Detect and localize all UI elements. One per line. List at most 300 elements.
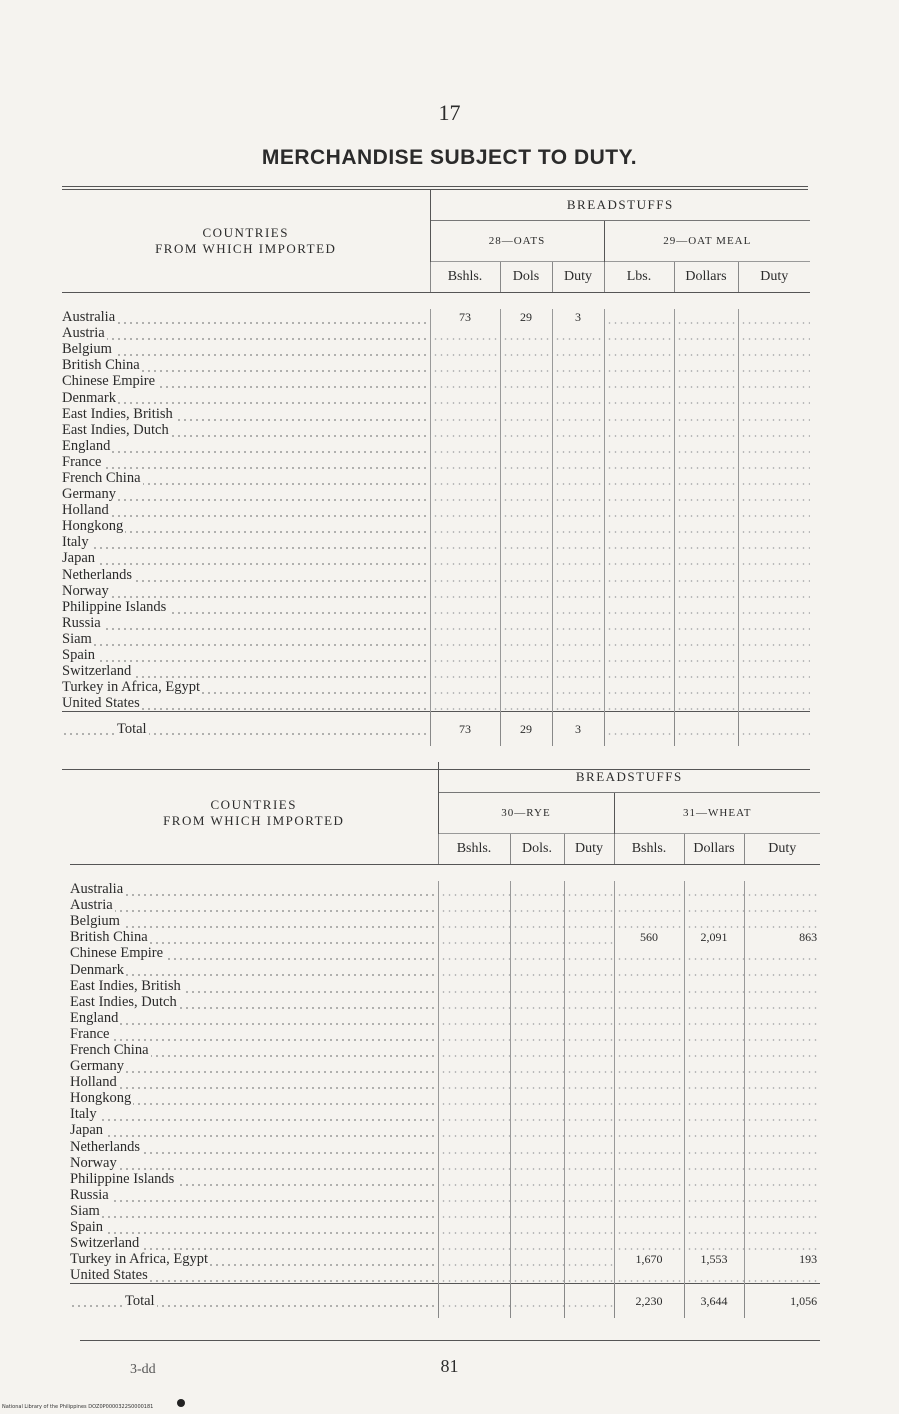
table-row xyxy=(70,881,820,897)
value-cell xyxy=(438,1155,510,1171)
value-cell xyxy=(510,897,564,913)
total-value-cell: 29 xyxy=(500,712,552,747)
value-cell xyxy=(684,961,744,977)
table-row xyxy=(70,1203,820,1219)
value-cell xyxy=(438,1219,510,1235)
value-cell xyxy=(744,1267,820,1284)
table-row xyxy=(70,994,820,1010)
bottom-rule xyxy=(80,1340,820,1341)
country-name: Austria xyxy=(62,325,430,341)
value-cell xyxy=(614,1171,684,1187)
value-cell xyxy=(614,1042,684,1058)
country-name: Germany xyxy=(70,1058,438,1074)
rye-wheat-table xyxy=(70,762,820,1318)
value-cell xyxy=(430,373,500,389)
country-name: Norway xyxy=(62,583,430,599)
top-rule xyxy=(62,186,808,187)
value-cell xyxy=(564,1139,614,1155)
value-cell: 1,670 xyxy=(614,1251,684,1267)
value-cell xyxy=(674,470,738,486)
value-cell xyxy=(744,881,820,897)
value-cell xyxy=(684,1187,744,1203)
value-cell xyxy=(604,599,674,615)
value-cell xyxy=(430,438,500,454)
value-cell xyxy=(744,1203,820,1219)
total-value-cell xyxy=(604,712,674,747)
country-name: Switzerland xyxy=(62,663,430,679)
value-cell xyxy=(604,357,674,373)
countries-heading xyxy=(62,190,430,293)
value-cell xyxy=(430,422,500,438)
value-cell xyxy=(744,897,820,913)
country-name: Hongkong xyxy=(70,1090,438,1106)
value-cell xyxy=(614,1122,684,1138)
value-cell xyxy=(604,438,674,454)
countries-heading-line2: FROM WHICH IMPORTED xyxy=(155,241,337,256)
value-cell xyxy=(614,1026,684,1042)
value-cell xyxy=(500,695,552,712)
value-cell xyxy=(744,1235,820,1251)
group-heading-oats: 28—OATS xyxy=(430,221,604,262)
value-cell xyxy=(614,1139,684,1155)
value-cell xyxy=(438,1106,510,1122)
value-cell xyxy=(552,567,604,583)
total-label: Total xyxy=(70,1284,438,1319)
country-name: Chinese Empire xyxy=(70,945,438,961)
value-cell xyxy=(430,647,500,663)
value-cell xyxy=(674,550,738,566)
value-cell xyxy=(744,1122,820,1138)
country-name: Italy xyxy=(70,1106,438,1122)
table-row xyxy=(70,1010,820,1026)
value-cell xyxy=(604,631,674,647)
value-cell xyxy=(564,1042,614,1058)
value-cell xyxy=(604,663,674,679)
country-name: Japan xyxy=(70,1122,438,1138)
value-cell xyxy=(738,502,810,518)
value-cell xyxy=(684,1267,744,1284)
value-cell xyxy=(438,1171,510,1187)
country-name: Belgium xyxy=(70,913,438,929)
value-cell xyxy=(614,1106,684,1122)
value-cell xyxy=(738,518,810,534)
value-cell xyxy=(738,679,810,695)
country-name: Belgium xyxy=(62,341,430,357)
country-name: East Indies, Dutch xyxy=(62,422,430,438)
value-cell xyxy=(604,615,674,631)
table-row xyxy=(62,373,810,389)
value-cell xyxy=(438,1251,510,1267)
country-name: Australia xyxy=(70,881,438,897)
value-cell xyxy=(552,695,604,712)
value-cell xyxy=(438,1042,510,1058)
total-value-cell: 73 xyxy=(430,712,500,747)
value-cell xyxy=(438,1074,510,1090)
value-cell xyxy=(674,357,738,373)
value-cell xyxy=(604,695,674,712)
country-name: Austria xyxy=(70,897,438,913)
value-cell xyxy=(564,1219,614,1235)
country-name: Hongkong xyxy=(62,518,430,534)
value-cell xyxy=(738,438,810,454)
country-name: Turkey in Africa, Egypt xyxy=(62,679,430,695)
value-cell xyxy=(564,1235,614,1251)
value-cell xyxy=(604,518,674,534)
value-cell xyxy=(604,679,674,695)
table-row xyxy=(70,1042,820,1058)
value-cell xyxy=(738,567,810,583)
value-cell xyxy=(738,631,810,647)
value-cell xyxy=(614,1074,684,1090)
value-cell xyxy=(430,534,500,550)
table-row xyxy=(62,631,810,647)
total-label: Total xyxy=(62,712,430,747)
value-cell xyxy=(738,534,810,550)
value-cell xyxy=(500,470,552,486)
value-cell xyxy=(500,663,552,679)
value-cell xyxy=(738,406,810,422)
value-cell xyxy=(564,1267,614,1284)
oats-oatmeal-table xyxy=(62,190,810,746)
value-cell xyxy=(564,1026,614,1042)
unit-heading: Dols xyxy=(500,262,552,293)
unit-heading: Lbs. xyxy=(604,262,674,293)
value-cell xyxy=(500,341,552,357)
value-cell xyxy=(614,1010,684,1026)
value-cell xyxy=(438,1026,510,1042)
value-cell xyxy=(430,357,500,373)
value-cell xyxy=(674,695,738,712)
table-row xyxy=(62,599,810,615)
value-cell xyxy=(510,1203,564,1219)
value-cell xyxy=(500,583,552,599)
country-name: United States xyxy=(62,695,430,712)
value-cell xyxy=(604,583,674,599)
table-row xyxy=(70,1139,820,1155)
group-heading-wheat: 31—WHEAT xyxy=(614,793,820,834)
value-cell xyxy=(738,454,810,470)
value-cell xyxy=(604,534,674,550)
total-value-cell xyxy=(438,1284,510,1319)
unit-heading: Bshls. xyxy=(438,834,510,865)
value-cell xyxy=(510,1155,564,1171)
country-name: Spain xyxy=(62,647,430,663)
value-cell xyxy=(604,325,674,341)
value-cell xyxy=(500,631,552,647)
country-name: Switzerland xyxy=(70,1235,438,1251)
value-cell xyxy=(564,961,614,977)
value-cell xyxy=(564,1090,614,1106)
value-cell xyxy=(552,470,604,486)
total-row xyxy=(70,1284,820,1319)
table-row xyxy=(62,647,810,663)
value-cell xyxy=(500,615,552,631)
value-cell xyxy=(510,978,564,994)
value-cell xyxy=(744,1187,820,1203)
value-cell xyxy=(684,978,744,994)
table-row xyxy=(62,502,810,518)
value-cell xyxy=(552,357,604,373)
value-cell xyxy=(564,1074,614,1090)
table-row xyxy=(62,454,810,470)
value-cell xyxy=(744,1042,820,1058)
value-cell xyxy=(674,518,738,534)
value-cell xyxy=(430,389,500,405)
value-cell xyxy=(438,1187,510,1203)
value-cell xyxy=(430,695,500,712)
value-cell xyxy=(510,994,564,1010)
value-cell xyxy=(552,373,604,389)
value-cell: 73 xyxy=(430,309,500,325)
country-name: Australia xyxy=(62,309,430,325)
value-cell xyxy=(552,534,604,550)
value-cell xyxy=(552,389,604,405)
table-row xyxy=(70,978,820,994)
value-cell xyxy=(510,1074,564,1090)
value-cell xyxy=(674,679,738,695)
value-cell xyxy=(684,1235,744,1251)
country-name: Russia xyxy=(70,1187,438,1203)
value-cell xyxy=(438,1122,510,1138)
table-row xyxy=(62,679,810,695)
table-row xyxy=(62,325,810,341)
value-cell xyxy=(614,881,684,897)
unit-heading: Bshls. xyxy=(614,834,684,865)
value-cell xyxy=(684,994,744,1010)
value-cell xyxy=(684,1171,744,1187)
value-cell xyxy=(500,325,552,341)
countries-heading-line2: FROM WHICH IMPORTED xyxy=(163,813,345,828)
total-value-cell: 2,230 xyxy=(614,1284,684,1319)
value-cell xyxy=(564,1122,614,1138)
table-row xyxy=(62,534,810,550)
value-cell xyxy=(674,567,738,583)
countries-heading-line1: COUNTRIES xyxy=(210,797,297,812)
country-name: United States xyxy=(70,1267,438,1284)
table-row xyxy=(62,615,810,631)
value-cell xyxy=(614,945,684,961)
value-cell xyxy=(438,1090,510,1106)
value-cell xyxy=(674,341,738,357)
value-cell xyxy=(430,470,500,486)
value-cell xyxy=(674,454,738,470)
table-row xyxy=(70,1251,820,1267)
value-cell xyxy=(552,502,604,518)
table-row xyxy=(70,913,820,929)
value-cell xyxy=(552,341,604,357)
value-cell xyxy=(438,913,510,929)
table-row xyxy=(62,518,810,534)
value-cell xyxy=(674,438,738,454)
value-cell xyxy=(674,663,738,679)
value-cell xyxy=(674,599,738,615)
value-cell xyxy=(430,341,500,357)
value-cell xyxy=(744,1155,820,1171)
country-name: Germany xyxy=(62,486,430,502)
value-cell xyxy=(500,373,552,389)
value-cell xyxy=(552,518,604,534)
value-cell xyxy=(552,663,604,679)
value-cell xyxy=(438,929,510,945)
value-cell xyxy=(614,994,684,1010)
value-cell xyxy=(500,486,552,502)
footer-signature-mark: 3-dd xyxy=(130,1362,156,1377)
value-cell xyxy=(744,1139,820,1155)
value-cell xyxy=(614,1155,684,1171)
value-cell xyxy=(552,615,604,631)
value-cell xyxy=(552,647,604,663)
category-heading: BREADSTUFFS xyxy=(430,190,810,221)
value-cell xyxy=(510,1267,564,1284)
country-name: Turkey in Africa, Egypt xyxy=(70,1251,438,1267)
value-cell xyxy=(564,978,614,994)
table-row xyxy=(62,567,810,583)
value-cell xyxy=(744,1090,820,1106)
value-cell xyxy=(510,1122,564,1138)
value-cell xyxy=(552,486,604,502)
value-cell xyxy=(430,663,500,679)
value-cell xyxy=(438,978,510,994)
value-cell xyxy=(564,1155,614,1171)
country-name: Holland xyxy=(70,1074,438,1090)
country-name: Chinese Empire xyxy=(62,373,430,389)
total-value-cell: 1,056 xyxy=(744,1284,820,1319)
value-cell xyxy=(510,1042,564,1058)
value-cell xyxy=(604,567,674,583)
value-cell xyxy=(510,1235,564,1251)
table-row xyxy=(70,1155,820,1171)
value-cell xyxy=(552,422,604,438)
value-cell xyxy=(438,1058,510,1074)
country-name: Russia xyxy=(62,615,430,631)
table-row xyxy=(70,1106,820,1122)
value-cell xyxy=(744,913,820,929)
country-name: Netherlands xyxy=(62,567,430,583)
value-cell xyxy=(684,1026,744,1042)
value-cell xyxy=(614,978,684,994)
country-name: French China xyxy=(62,470,430,486)
value-cell xyxy=(744,994,820,1010)
value-cell: 193 xyxy=(744,1251,820,1267)
value-cell xyxy=(564,1010,614,1026)
value-cell xyxy=(500,647,552,663)
value-cell xyxy=(552,599,604,615)
group-heading-oat-meal: 29—OAT MEAL xyxy=(604,221,810,262)
value-cell xyxy=(500,534,552,550)
value-cell xyxy=(552,631,604,647)
value-cell xyxy=(738,470,810,486)
unit-heading: Duty xyxy=(564,834,614,865)
value-cell xyxy=(738,647,810,663)
value-cell xyxy=(564,913,614,929)
value-cell xyxy=(684,1155,744,1171)
value-cell xyxy=(430,679,500,695)
value-cell xyxy=(510,1026,564,1042)
value-cell xyxy=(614,913,684,929)
country-name: England xyxy=(62,438,430,454)
value-cell xyxy=(674,389,738,405)
value-cell xyxy=(510,1058,564,1074)
value-cell xyxy=(500,567,552,583)
value-cell xyxy=(738,486,810,502)
value-cell xyxy=(614,1090,684,1106)
value-cell xyxy=(564,1171,614,1187)
value-cell xyxy=(684,1219,744,1235)
value-cell xyxy=(510,929,564,945)
value-cell xyxy=(738,615,810,631)
value-cell xyxy=(500,518,552,534)
value-cell xyxy=(510,1219,564,1235)
value-cell xyxy=(438,1010,510,1026)
value-cell xyxy=(738,695,810,712)
value-cell xyxy=(614,1267,684,1284)
value-cell xyxy=(738,389,810,405)
footer-page-number: 81 xyxy=(440,1356,459,1376)
value-cell xyxy=(510,945,564,961)
value-cell xyxy=(738,422,810,438)
value-cell xyxy=(510,1187,564,1203)
ink-dot-mark xyxy=(177,1399,185,1407)
total-value-cell xyxy=(674,712,738,747)
value-cell xyxy=(438,897,510,913)
table-row xyxy=(62,309,810,325)
table-row xyxy=(70,1171,820,1187)
value-cell xyxy=(430,583,500,599)
table-row xyxy=(70,1187,820,1203)
value-cell xyxy=(674,583,738,599)
value-cell xyxy=(684,1042,744,1058)
value-cell xyxy=(614,961,684,977)
value-cell: 3 xyxy=(552,309,604,325)
table-row xyxy=(62,406,810,422)
value-cell xyxy=(500,679,552,695)
country-name: Philippine Islands xyxy=(62,599,430,615)
total-value-cell xyxy=(738,712,810,747)
total-value-cell xyxy=(510,1284,564,1319)
table-row xyxy=(62,341,810,357)
value-cell xyxy=(604,486,674,502)
value-cell xyxy=(604,341,674,357)
unit-heading: Duty xyxy=(738,262,810,293)
total-value-cell: 3,644 xyxy=(684,1284,744,1319)
value-cell: 1,553 xyxy=(684,1251,744,1267)
value-cell xyxy=(684,1122,744,1138)
value-cell xyxy=(430,631,500,647)
value-cell xyxy=(500,406,552,422)
value-cell xyxy=(604,389,674,405)
country-name: England xyxy=(70,1010,438,1026)
country-name: France xyxy=(62,454,430,470)
value-cell xyxy=(510,1139,564,1155)
value-cell xyxy=(564,929,614,945)
value-cell xyxy=(744,1171,820,1187)
value-cell xyxy=(604,454,674,470)
value-cell xyxy=(674,373,738,389)
value-cell: 560 xyxy=(614,929,684,945)
table-row xyxy=(62,357,810,373)
country-name: French China xyxy=(70,1042,438,1058)
value-cell xyxy=(744,1219,820,1235)
group-heading-rye: 30—RYE xyxy=(438,793,614,834)
value-cell xyxy=(500,438,552,454)
value-cell xyxy=(430,599,500,615)
value-cell xyxy=(430,486,500,502)
country-name: Denmark xyxy=(70,961,438,977)
country-name: Siam xyxy=(62,631,430,647)
value-cell xyxy=(674,406,738,422)
value-cell: 29 xyxy=(500,309,552,325)
value-cell xyxy=(438,945,510,961)
